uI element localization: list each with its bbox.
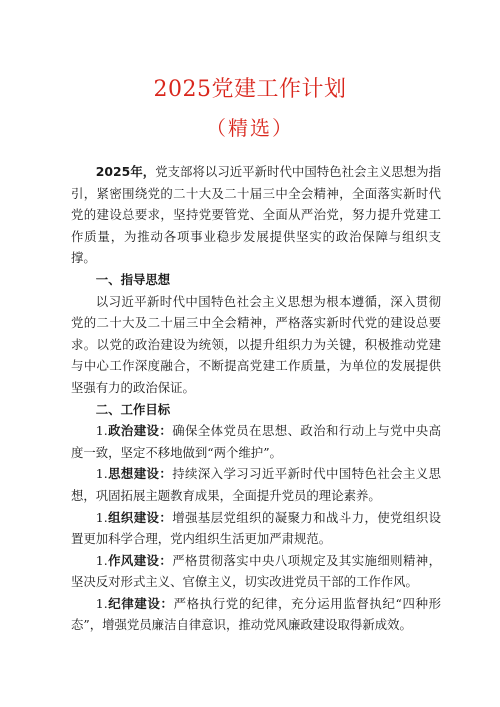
goal-text: 严格贯彻落实中央八项规定及其实施细则精神，坚决反对形式主义、官僚主义，切实改进党员干部的工作作风。	[71, 552, 442, 590]
goal-item-discipline	[71, 593, 441, 636]
intro-paragraph	[71, 161, 441, 269]
goal-separator: .	[103, 552, 108, 568]
goal-label: 作风建设	[107, 552, 160, 568]
intro-text: 党支部将以习近平新时代中国特色社会主义思想为指引，紧密围绕党的二十大及二十届三中全会精神，全面落实新时代党的建设总要求，坚持党要管党、全面从严治党，努力提升党建工作质量，为推动各项事业稳步发展提供坚实的政治保障与组织支撑。	[71, 164, 441, 266]
document-subtitle: （精选）	[206, 116, 294, 140]
goal-number: 1	[95, 509, 104, 525]
goal-text: 增强基层党组织的凝聚力和战斗力，使党组织设置更加科学合理，党内组织生活更加严肃规范。	[71, 509, 442, 547]
goal-item-political	[71, 420, 441, 463]
document-title: 2025党建工作计划	[153, 77, 347, 102]
section-heading-work-goals: 二、工作目标	[95, 401, 171, 417]
section-heading-guiding-ideology: 一、指导思想	[95, 271, 171, 287]
goal-label: 政治建设	[107, 423, 160, 439]
guiding-ideology-paragraph: 以习近平新时代中国特色社会主义思想为根本遵循，深入贯彻党的二十大及二十届三中全会精神，严格落实新时代党的建设总要求。以党的政治建设为统领，以提升组织力为关键，积极推动党建与中心工作深度融合，不断提高党建工作质量，为单位的发展提供坚强有力的政治保证。	[71, 293, 441, 395]
goal-text: 持续深入学习习近平新时代中国特色社会主义思想，巩固拓展主题教育成果，全面提升党员的理论素养。	[71, 466, 442, 503]
goal-colon: ：	[160, 595, 174, 611]
goal-label: 组织建设	[107, 509, 160, 525]
goal-item-conduct	[71, 550, 441, 593]
goal-label: 纪律建设	[107, 595, 161, 611]
goal-separator: .	[103, 509, 108, 525]
goal-number: 1	[95, 466, 104, 482]
intro-lead: 2025年，	[95, 164, 156, 179]
goal-text: 严格执行党的纪律，充分运用监督执纪“四种形态”，增强党员廉洁自律意识，推动党风廉政建设取得新成效。	[71, 595, 442, 633]
goal-number: 1	[95, 595, 104, 611]
goal-number: 1	[95, 423, 104, 439]
goal-item-ideological	[71, 463, 441, 506]
goal-number: 1	[95, 552, 104, 568]
goal-separator: .	[103, 423, 108, 439]
goal-separator: .	[103, 466, 108, 482]
document-body	[71, 161, 441, 636]
goal-colon: ：	[159, 423, 173, 439]
goal-item-organizational	[71, 507, 441, 550]
goal-text: 确保全体党员在思想、政治和行动上与党中央高度一致，坚定不移地做到“两个维护”。	[71, 423, 442, 460]
goal-colon: ：	[159, 509, 173, 525]
goal-colon: ：	[159, 552, 173, 568]
goal-separator: .	[103, 595, 108, 611]
goal-label: 思想建设	[107, 466, 160, 482]
goal-colon: ：	[159, 466, 173, 482]
